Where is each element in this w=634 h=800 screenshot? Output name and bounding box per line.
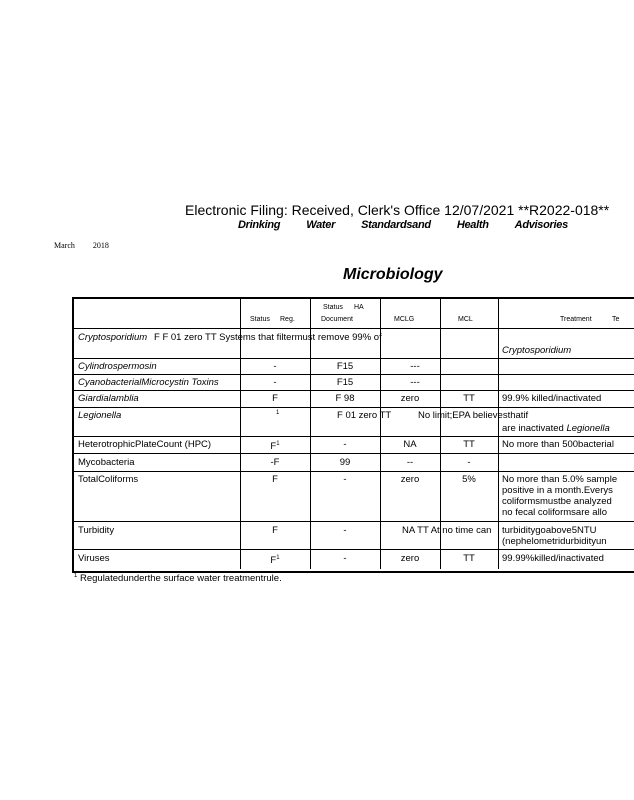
row-cyanobacterial-doc: F15 <box>336 377 354 388</box>
row-hpc-doc: - <box>343 439 347 450</box>
row-divider <box>74 436 634 437</box>
row-hpc-mclg: NA <box>403 439 417 450</box>
row-giardia-doc: F 98 <box>335 393 355 404</box>
row-viruses-reg-value: F <box>270 555 277 567</box>
header-status: Status <box>250 316 270 323</box>
row-coliforms-reg: F <box>272 474 278 485</box>
header-reg: Reg. <box>280 316 295 323</box>
row-divider <box>74 549 634 550</box>
row-legionella-treatment-organism: Legionella <box>566 423 610 434</box>
microbiology-table <box>72 297 634 573</box>
row-mycobacteria-name: Mycobacteria <box>78 457 135 468</box>
row-giardia-mclg: zero <box>400 393 420 404</box>
row-divider <box>74 390 634 391</box>
row-turbidity-doc: - <box>343 525 347 536</box>
row-coliforms-mcl: 5% <box>462 474 476 485</box>
row-cyanobacterial-reg: - <box>273 377 277 388</box>
row-giardia-name: Giardialamblia <box>78 393 139 404</box>
row-mycobacteria-mclg: -- <box>406 457 414 468</box>
row-legionella-mcl-note: No limit;EPA believesthatif <box>418 410 529 421</box>
subtitle-word: Standardsand <box>361 219 431 231</box>
row-giardia-reg: F <box>272 393 278 404</box>
row-cylindrospermosin-mclg: --- <box>410 361 420 372</box>
row-coliforms-mclg: zero <box>400 474 420 485</box>
row-hpc-mcl: TT <box>463 439 475 450</box>
column-divider <box>498 299 499 569</box>
row-legionella-name: Legionella <box>78 410 122 421</box>
header-mcl: MCL <box>458 316 473 323</box>
row-coliforms-name: TotalColiforms <box>78 474 139 485</box>
footnote-marker: 1 <box>74 573 78 579</box>
subtitle-word: Drinking <box>238 219 281 231</box>
footnote <box>74 573 282 584</box>
row-coliforms-treatment-1: No more than 5.0% sample <box>502 474 618 485</box>
row-legionella-treatment-text: are inactivated <box>502 423 564 434</box>
row-divider <box>74 471 634 472</box>
row-coliforms-doc: - <box>343 474 347 485</box>
row-coliforms-treatment-2: positive in a month.Everys <box>502 485 613 496</box>
row-hpc-reg <box>240 439 310 452</box>
row-mycobacteria-mcl: - <box>467 457 471 468</box>
footnote-ref: 1 <box>276 555 280 561</box>
row-viruses-mclg: zero <box>400 553 420 564</box>
row-giardia-treatment: 99.9% killed/inactivated <box>502 393 602 404</box>
row-hpc-reg-value: F <box>270 441 277 453</box>
row-giardia-mcl: TT <box>463 393 475 404</box>
filing-banner: Electronic Filing: Received, Clerk's Office 12/07/2021 **R2022-018** <box>185 202 610 218</box>
row-turbidity-treatment-1: turbiditygoabove5NTU <box>502 525 597 536</box>
header-ha: HA <box>354 304 364 311</box>
header-status-ha: Status <box>323 304 343 311</box>
row-divider <box>74 358 634 359</box>
row-legionella-data: F 01 zero TT <box>337 410 392 421</box>
row-legionella-treatment <box>502 423 610 434</box>
date-year: 2018 <box>92 241 109 250</box>
subtitle-word: Health <box>456 219 489 231</box>
row-cryptosporidium-name: Cryptosporidium <box>78 332 148 343</box>
row-viruses-reg <box>240 553 310 566</box>
row-turbidity-data: NA TT At no time can <box>402 525 492 536</box>
row-viruses-mcl: TT <box>463 553 475 564</box>
row-cylindrospermosin-name: Cylindrospermosin <box>78 361 157 372</box>
row-divider <box>74 521 634 522</box>
row-turbidity-reg: F <box>272 525 278 536</box>
row-cylindrospermosin-reg: - <box>273 361 277 372</box>
row-hpc-name: HeterotrophicPlateCount (HPC) <box>78 439 212 450</box>
row-cyanobacterial-mclg: --- <box>410 377 420 388</box>
header-te: Te <box>612 316 620 323</box>
row-legionella-reg: 1 <box>276 410 280 416</box>
header-treatment: Treatment <box>560 316 592 323</box>
row-cylindrospermosin-doc: F15 <box>336 361 354 372</box>
row-hpc-treatment: No more than 500bacterial <box>502 439 614 450</box>
row-coliforms-treatment-3: coliformsmustbe analyzed <box>502 496 612 507</box>
document-date <box>54 241 127 250</box>
date-month: March <box>54 241 75 250</box>
subtitle-word: Advisories <box>514 219 568 231</box>
subtitle-word: Water <box>306 219 336 231</box>
row-viruses-treatment: 99.99%killed/inactivated <box>502 553 604 564</box>
row-turbidity-treatment-2: (nephelometridurbidityun <box>502 536 607 547</box>
row-cryptosporidium-treatment: Cryptosporidium <box>502 345 572 356</box>
footnote-text: Regulatedunderthe surface water treatmentrule. <box>79 573 282 585</box>
row-viruses-name: Viruses <box>78 553 110 564</box>
row-cyanobacterial-name: CyanobacterialMicrocystin Toxins <box>78 377 219 388</box>
header-mclg: MCLG <box>394 316 415 323</box>
row-divider <box>74 407 634 408</box>
header-document: Document <box>321 316 353 323</box>
row-turbidity-name: Turbidity <box>78 525 115 536</box>
row-mycobacteria-doc: 99 <box>339 457 351 468</box>
row-mycobacteria-reg: -F <box>270 457 280 468</box>
row-cryptosporidium-data: F F 01 zero TT Systems that filtermust remove 99% of <box>154 332 382 343</box>
row-divider <box>74 328 634 329</box>
document-subtitle <box>238 219 594 231</box>
row-viruses-doc: - <box>343 553 347 564</box>
footnote-ref: 1 <box>276 441 280 447</box>
section-title: Microbiology <box>343 266 443 283</box>
row-divider <box>74 453 634 454</box>
row-coliforms-treatment-4: no fecal coliformsare allo <box>502 507 608 518</box>
row-divider <box>74 374 634 375</box>
